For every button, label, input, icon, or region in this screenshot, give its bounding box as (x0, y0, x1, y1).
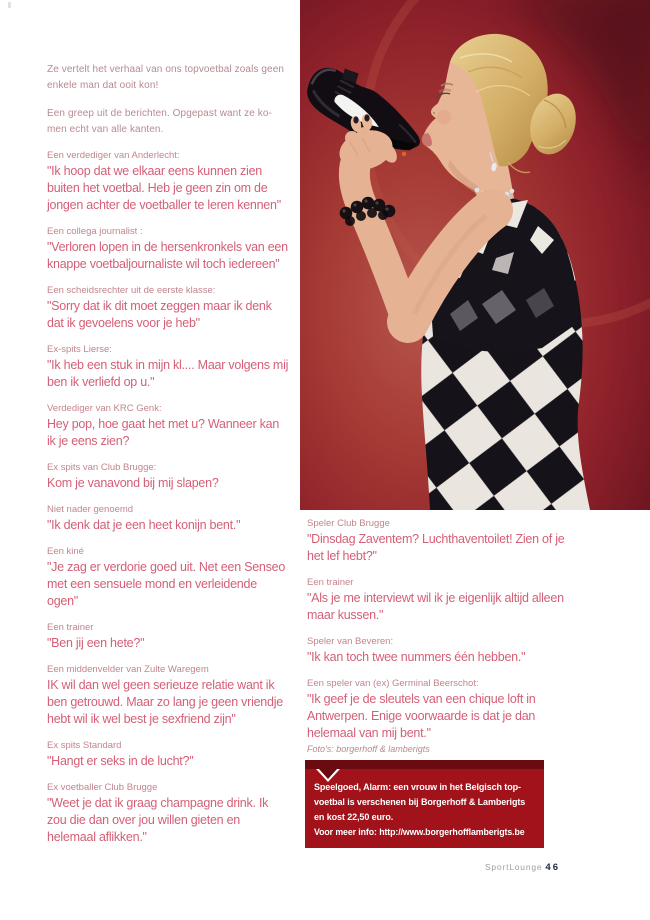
quote-item (47, 782, 289, 846)
quote-item (307, 636, 565, 666)
quote-text: "Ik heb een stuk in mijn kl.... Maar volgens mij ben ik verliefd op u." (47, 358, 289, 389)
quote-source: Een scheidsrechter uit de eerste klasse: (47, 285, 216, 296)
quote-source: Ex spits Standard (47, 740, 122, 751)
quote-text: "Sorry dat ik dit moet zeggen maar ik denk dat ik gevoelens voor je heb" (47, 299, 272, 330)
quote-item (47, 740, 289, 770)
photo-woman-kissing-football-boot (300, 0, 650, 510)
quote-text: "Ik kan toch twee nummers één hebben." (307, 650, 526, 664)
quote-source: Een verdediger van Anderlecht: (47, 150, 180, 161)
quote-source: Een kiné (47, 546, 84, 557)
quote-text: "Weet je dat ik graag champagne drink. Ik zou die dan over jou willen gieten en helemaal aflikken." (47, 796, 269, 844)
quote-item (47, 150, 289, 214)
quote-text: Kom je vanavond bij mij slapen? (47, 476, 219, 490)
quote-source: Een trainer (47, 622, 94, 633)
quote-source: Speler van Beveren: (307, 636, 394, 647)
info-box-url: Voor meer info: http://www.borgerhofflamberigts.be (314, 827, 525, 837)
info-box-text: Speelgoed, Alarm: een vrouw in het Belgisch top-voetbal is verschenen bij Borgerhoff & Lamberigts en kost 22,50 euro. (314, 782, 526, 822)
quote-source: Niet nader genoemd (47, 504, 134, 515)
quote-item (47, 504, 289, 534)
quote-text: "Verloren lopen in de hersenkronkels van een knappe voetbaljournaliste wil toch iedereen" (47, 240, 288, 271)
quote-text: "Je zag er verdorie goed uit. Net een Senseo met een sensuele mond en verleidende ogen" (47, 560, 286, 608)
print-speck (8, 2, 11, 8)
intro-paragraph: Ze vertelt het verhaal van ons topvoetbal zoals geen enkele man dat ooit kon! (47, 64, 285, 91)
quote-item (47, 664, 289, 728)
notch-pointer-icon (319, 769, 337, 779)
quote-item (47, 622, 289, 652)
quote-text: Hey pop, hoe gaat het met u? Wanneer kan ik je eens zien? (47, 417, 280, 448)
quote-source: Verdediger van KRC Genk: (47, 403, 162, 414)
quote-text: IK wil dan wel geen serieuze relatie want ik ben getrouwd. Maar zo lang je geen vriendje hebt wil ik wel best je sexfriend zijn" (47, 678, 283, 726)
info-box-body (305, 769, 544, 848)
quote-source: Ex-spits Lierse: (47, 344, 112, 355)
info-box-top-bar (305, 760, 544, 769)
quote-item (47, 285, 289, 332)
quote-item (307, 518, 565, 565)
quote-text: "Dinsdag Zaventem? Luchthaventoilet! Zien of je het lef hebt?" (307, 532, 565, 563)
quote-source: Ex spits van Club Brugge: (47, 462, 157, 473)
left-text-column (47, 62, 289, 858)
intro-paragraph: Een greep uit de berichten. Opgepast want ze ko-men echt van alle kanten. (47, 108, 272, 135)
quote-text: "Ben jij een hete?" (47, 636, 145, 650)
quote-item (47, 226, 289, 273)
quote-item (307, 678, 565, 754)
quote-item (47, 403, 289, 450)
quote-source: Een collega journalist : (47, 226, 143, 237)
quote-text: "Hangt er seks in de lucht?" (47, 754, 194, 768)
page-footer (450, 862, 560, 873)
quote-source: Ex voetballer Club Brugge (47, 782, 158, 793)
page-number: 46 (545, 862, 560, 873)
quote-item (47, 462, 289, 492)
book-info-box (305, 760, 544, 848)
right-text-column (307, 518, 565, 766)
quote-source: Een middenvelder van Zulte Waregem (47, 664, 209, 675)
quote-source: Een trainer (307, 577, 354, 588)
quote-source: Een speler van (ex) Germinal Beerschot: (307, 678, 479, 689)
photo-credit: Foto's: borgerhoff & lamberigts (307, 744, 430, 754)
quote-item (47, 344, 289, 391)
quote-text: "Ik geef je de sleutels van een chique loft in Antwerpen. Enige voorwaarde is dat je dan helemaal van mij bent." (307, 692, 536, 740)
magazine-brand: SportLounge (484, 862, 543, 872)
quote-source: Speler Club Brugge (307, 518, 390, 529)
quote-text: "Als je me interviewt wil ik je eigenlijk altijd alleen maar kussen." (307, 591, 564, 622)
quote-item (307, 577, 565, 624)
quote-text: "Ik denk dat je een heet konijn bent." (47, 518, 241, 532)
quote-text: "Ik hoop dat we elkaar eens kunnen zien buiten het voetbal. Heb je geen zin om de jongen achter de voetballer te leren kennen" (47, 164, 281, 212)
quote-item (47, 546, 289, 610)
